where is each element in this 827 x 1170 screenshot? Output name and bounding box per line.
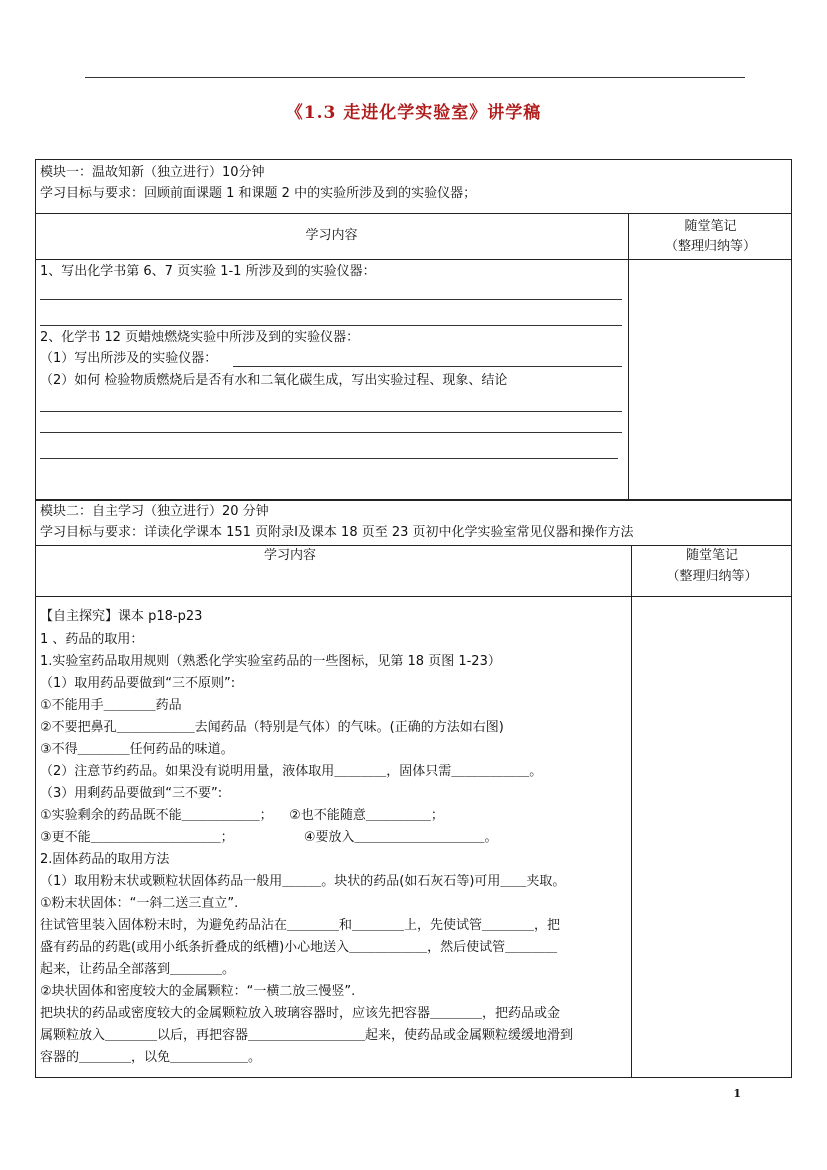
answer-line[interactable] [40,411,622,412]
content-line: ①粉末状固体：“一斜二送三直立”. [40,896,239,911]
content-line: 属颗粒放入＿＿＿＿以后，再把容器＿＿＿＿＿＿＿＿＿起来，使药品或金属颗粒缓缓地滑到 [40,1028,574,1043]
content-line: 把块状的药品或密度较大的金属颗粒放入玻璃容器时，应该先把容器＿＿＿＿，把药品或金 [40,1006,561,1021]
content-line: ②块状固体和密度较大的金属颗粒：“一横二放三慢竖”. [40,984,356,999]
question-2-1: （1）写出所涉及的实验仪器： [40,351,218,366]
header-rule [85,77,745,78]
module2-goal: 学习目标与要求：详读化学课本 151 页附录Ⅰ及课本 18 页至 23 页初中化学实验室常见仪器和操作方法 [40,525,634,540]
content-line: 往试管里装入固体粉末时，为避免药品沾在＿＿＿＿和＿＿＿＿上，先使试管＿＿＿＿，把 [40,918,561,933]
module1-col-content: 学习内容 [305,228,358,243]
module1-divider [35,213,792,214]
module2-header: 模块二：自主学习（独立进行）20 分钟 [40,504,269,519]
answer-line[interactable] [40,432,622,433]
module1-head-divider [35,259,792,260]
content-line: 容器的＿＿＿＿，以免＿＿＿＿＿＿。 [40,1050,262,1065]
module1-header: 模块一：温故知新（独立进行）10分钟 [40,165,265,180]
content-line: 盛有药品的药匙(或用小纸条折叠成的纸槽)小心地送入＿＿＿＿＿＿，然后使试管＿＿＿＿ [40,940,558,955]
content-line: ③不得＿＿＿＿任何药品的味道。 [40,742,234,757]
question-2: 2、化学书 12 页蜡烛燃烧实验中所涉及到的实验仪器： [40,330,360,345]
module1-goal: 学习目标与要求：回顾前面课题 1 和课题 2 中的实验所涉及到的实验仪器； [40,186,477,201]
content-line: ①不能用手＿＿＿＿药品 [40,698,182,713]
question-1: 1、写出化学书第 6、7 页实验 1-1 所涉及到的实验仪器： [40,264,376,279]
module1-col-notes-sub: （整理归纳等） [664,239,756,254]
answer-line[interactable] [40,299,622,300]
content-line: （1）取用药品要做到“三不原则”: [40,676,236,691]
module2-col-notes-sub: （整理归纳等） [666,569,758,584]
answer-line[interactable] [40,325,622,326]
module2-head-divider [35,596,792,597]
answer-line[interactable] [233,366,622,367]
module2-col-notes: 随堂笔记 [685,548,738,563]
content-line: （3）用剩药品要做到“三不要”: [40,786,223,801]
module2-col-divider [631,545,632,1078]
content-line: ①实验剩余的药品既不能＿＿＿＿＿＿； ②也不能随意＿＿＿＿＿； [40,808,444,823]
content-line: ②不要把鼻孔＿＿＿＿＿＿去闻药品（特别是气体）的气味。(正确的方法如右图) [40,720,504,735]
content-line: 【自主探究】课本 p18-p23 [40,609,203,624]
content-line: （2）注意节约药品。如果没有说明用量，液体取用＿＿＿＿，固体只需＿＿＿＿＿＿。 [40,764,543,779]
module1-col-notes: 随堂笔记 [684,219,737,234]
content-line: 2.固体药品的取用方法 [40,852,170,867]
content-line: 1 、药品的取用： [40,632,144,647]
content-line: ③更不能＿＿＿＿＿＿＿＿＿＿； ④要放入＿＿＿＿＿＿＿＿＿＿。 [40,830,498,845]
content-line: 1.实验室药品取用规则（熟悉化学实验室药品的一些图标，见第 18 页图 1-23） [40,654,501,669]
content-line: 起来，让药品全部落到＿＿＿＿。 [40,962,236,977]
content-line: （1）取用粉末状或颗粒状固体药品一般用＿＿＿。块状的药品(如石灰石等)可用＿＿夹取。 [40,874,566,889]
answer-line[interactable] [40,458,618,459]
module2-col-content: 学习内容 [263,548,316,563]
question-2-2: （2）如何 检验物质燃烧后是否有水和二氧化碳生成，写出实验过程、现象、结论 [40,373,508,388]
document-title: 《1.3 走进化学实验室》讲学稿 [285,103,542,123]
page-number: 1 [733,1087,741,1100]
